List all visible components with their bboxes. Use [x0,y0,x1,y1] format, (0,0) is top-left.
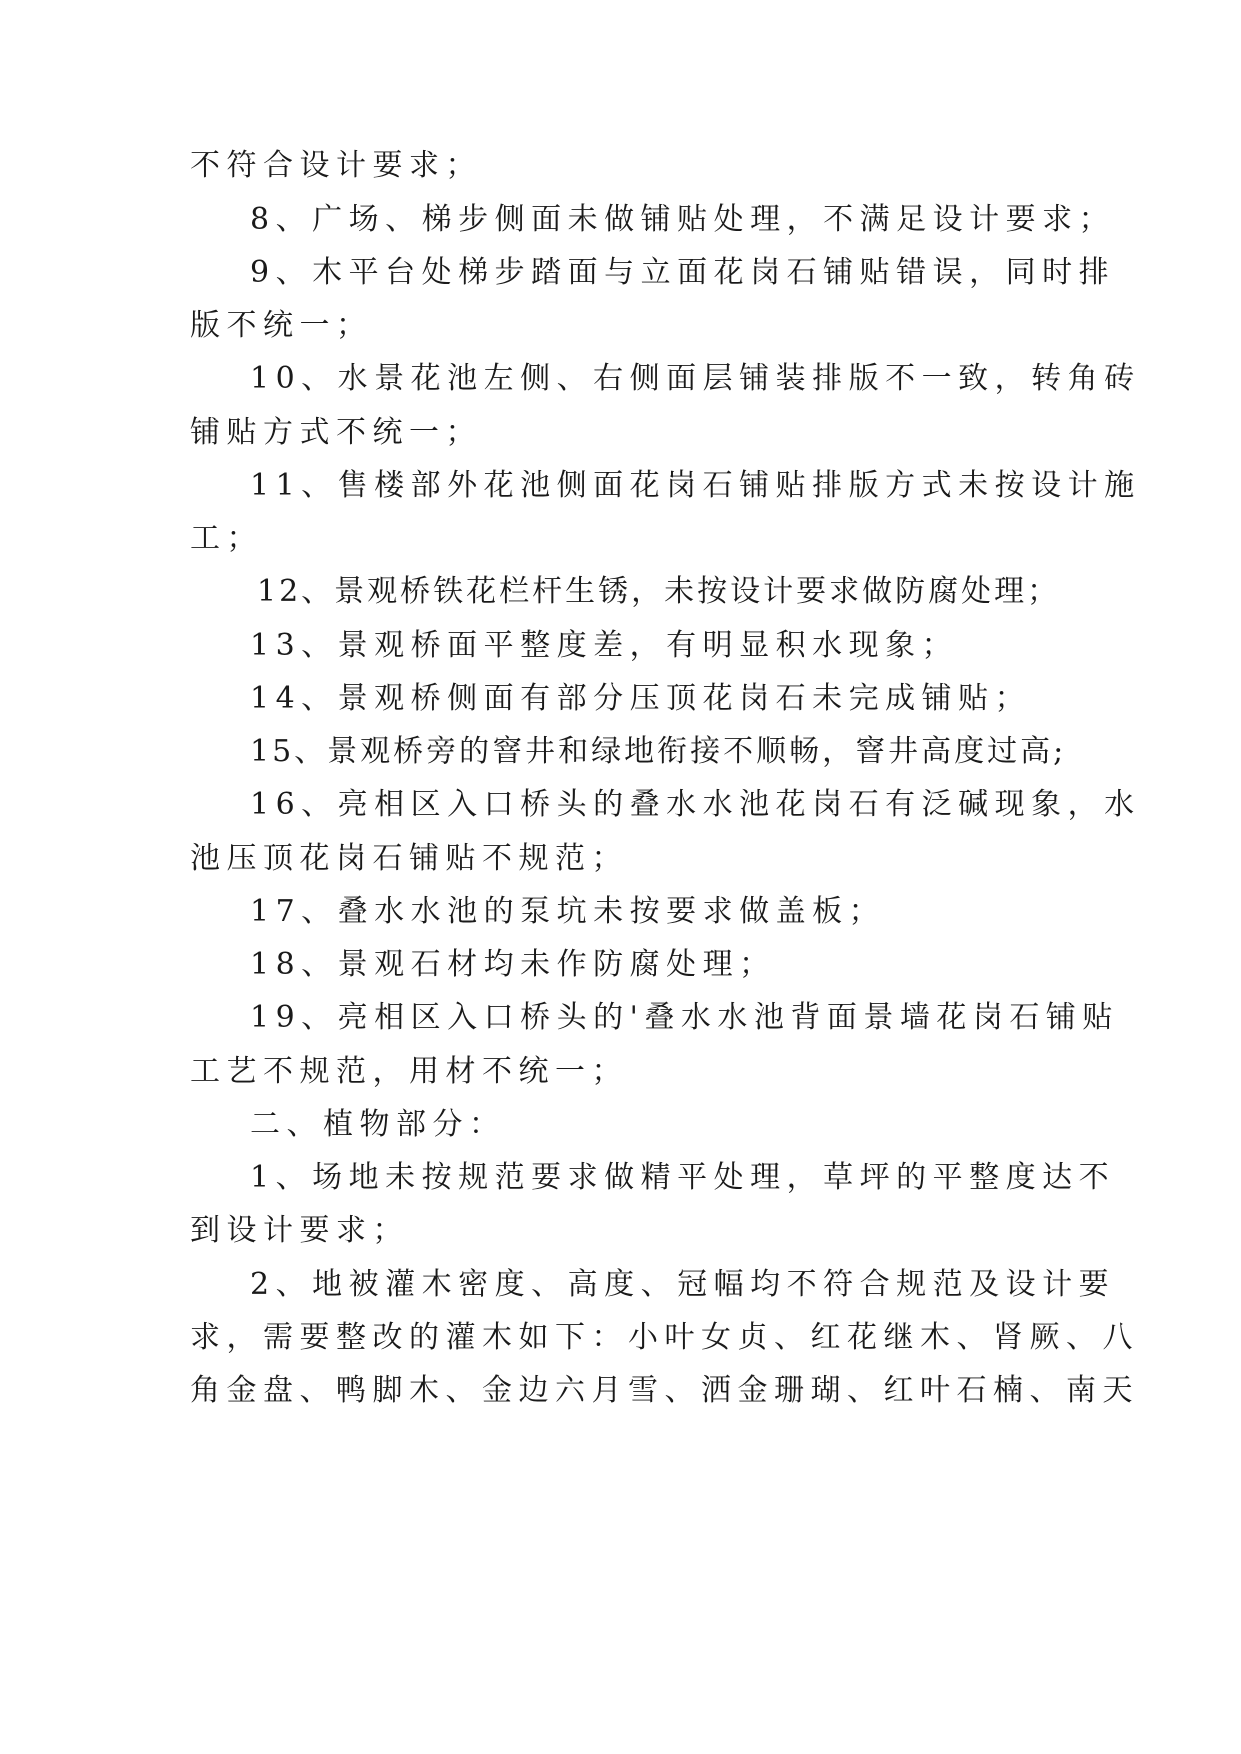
text-line: 工； [190,521,263,556]
text-line: 18、景观石材均未作防腐处理； [250,947,776,982]
text-line: 12、景观桥铁花栏杆生锈，未按设计要求做防腐处理； [257,574,1061,609]
text-line: 16、亮相区入口桥头的叠水水池花岗石有泛碱现象，水 [250,787,1141,822]
text-line: 角金盘、鸭脚木、金边六月雪、洒金珊瑚、红叶石楠、南天 [190,1373,1139,1408]
text-line: 8、广场、梯步侧面未做铺贴处理，不满足设计要求； [250,202,1116,237]
text-line: 1、场地未按规范要求做精平处理，草坪的平整度达不 [250,1160,1116,1195]
text-line: 池压顶花岗石铺贴不规范； [190,841,628,876]
section-heading: 二、植物部分： [250,1107,506,1142]
text-line: 工艺不规范，用材不统一； [190,1054,628,1089]
text-line: 14、景观桥侧面有部分压顶花岗石未完成铺贴； [250,681,1032,716]
text-line: 版不统一； [190,308,373,343]
text-line: 到设计要求； [190,1213,409,1248]
text-line: 铺贴方式不统一； [190,415,482,450]
text-line: 不符合设计要求； [190,148,482,183]
text-line: 9、木平台处梯步踏面与立面花岗石铺贴错误，同时排 [250,255,1116,290]
text-line: 10、水景花池左侧、右侧面层铺装排版不一致，转角砖 [250,361,1141,396]
text-line: 19、亮相区入口桥头的'叠水水池背面景墙花岗石铺贴 [250,1000,1119,1035]
text-line: 17、叠水水池的泵坑未按要求做盖板； [250,894,886,929]
text-line: 11、售楼部外花池侧面花岗石铺贴排版方式未按设计施 [250,468,1141,503]
text-line: 15、景观桥旁的窨井和绿地衔接不顺畅，窨井高度过高; [250,734,1067,769]
text-line: 2、地被灌木密度、高度、冠幅均不符合规范及设计要 [250,1267,1116,1302]
text-line: 求，需要整改的灌木如下：小叶女贞、红花继木、肾厥、八 [190,1320,1139,1355]
text-line: 13、景观桥面平整度差，有明显积水现象； [250,628,959,663]
